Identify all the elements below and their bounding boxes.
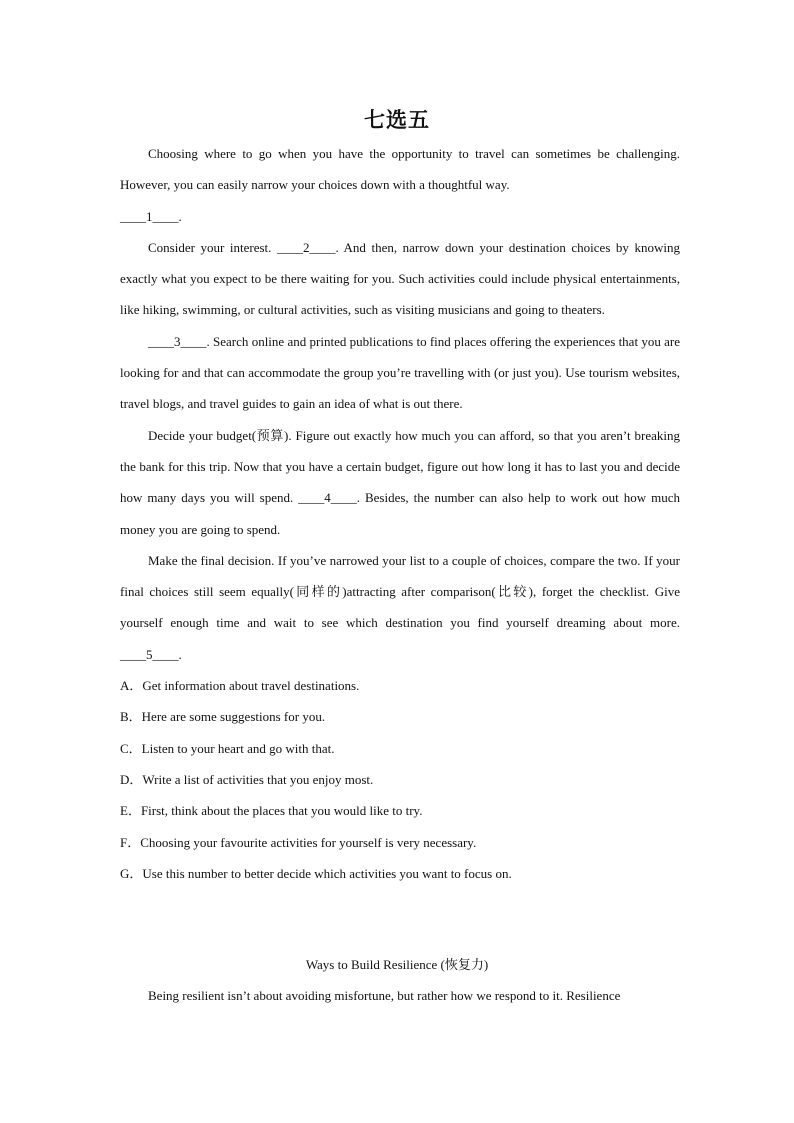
paragraph-2-rest: . And then, narrow down your destination choices by knowing exactly what you expect to be there waiting for you. Such activities could include physical entertainments, like hiking, swimming, or cultural activities, such as visiting musicians and going to theaters. [120, 239, 680, 318]
paragraph-5-start: Make the final decision. If you’ve narrowed your list to a couple of choices, compare the two. If your final choices still seem equally(同样的)attracting after comparison(比较), forget the checklist. Give yourself enough time and wait to see which destination you find yourself dreaming about more. [120, 552, 680, 631]
blank-4: ____4____ [298, 490, 357, 506]
option-g: G．Use this number to better decide which activities you want to focus on. [120, 865, 512, 881]
blank-2: ____2____ [276, 239, 336, 255]
option-e: E．First, think about the places that you would like to try. [120, 803, 423, 819]
paragraph-3 [120, 326, 680, 420]
second-passage-first-line: Being resilient isn’t about avoiding misfortune, but rather how we respond to it. Resilience [148, 988, 621, 1003]
paragraph-4 [120, 420, 680, 545]
paragraph-1-text: Choosing where to go when you have the opportunity to travel can sometimes be challenging. However, you can easily narrow your choices down with a thoughtful way. [120, 146, 680, 193]
blank-3: ____3____ [148, 333, 207, 349]
blank-5: ____5____ [120, 646, 179, 662]
page-title: 七选五 [364, 108, 430, 132]
option-b: B．Here are some suggestions for you. [120, 709, 326, 725]
option-d: D．Write a list of activities that you enjoy most. [120, 771, 374, 787]
paragraph-3-rest: . Search online and printed publications to find places offering the experiences that you are looking for and that can accommodate the group you’re travelling with (or just you). Use tourism websites, travel blogs, and travel guides to gain an idea of what is out there. [120, 333, 680, 412]
paragraph-2 [120, 232, 680, 326]
paragraph-2-start: Consider your interest. [148, 239, 277, 255]
option-c: C．Listen to your heart and go with that. [120, 740, 335, 756]
second-passage-heading: Ways to Build Resilience (恢复力) [305, 957, 489, 972]
paragraph-1-blank-line [120, 201, 680, 232]
option-f: F．Choosing your favourite activities for yourself is very necessary. [120, 834, 477, 850]
paragraph-1-end: . [178, 208, 182, 224]
paragraph-4-start: Decide your budget(预算). Figure out exactly how much you can afford, so that you aren’t breaking the bank for this trip. Now that you have a certain budget, figure out how long it has to last you and decide how many days you will spend. [120, 427, 680, 506]
paragraph-5-end: . [178, 646, 182, 662]
paragraph-4-rest: . Besides, the number can also help to work out how much money you are going to spend. [120, 490, 681, 537]
blank-1: ____1____ [120, 208, 179, 224]
passage [120, 138, 680, 889]
paragraph-5 [120, 545, 680, 670]
option-a: A．Get information about travel destinations. [120, 678, 360, 694]
paragraph-1 [120, 138, 680, 201]
